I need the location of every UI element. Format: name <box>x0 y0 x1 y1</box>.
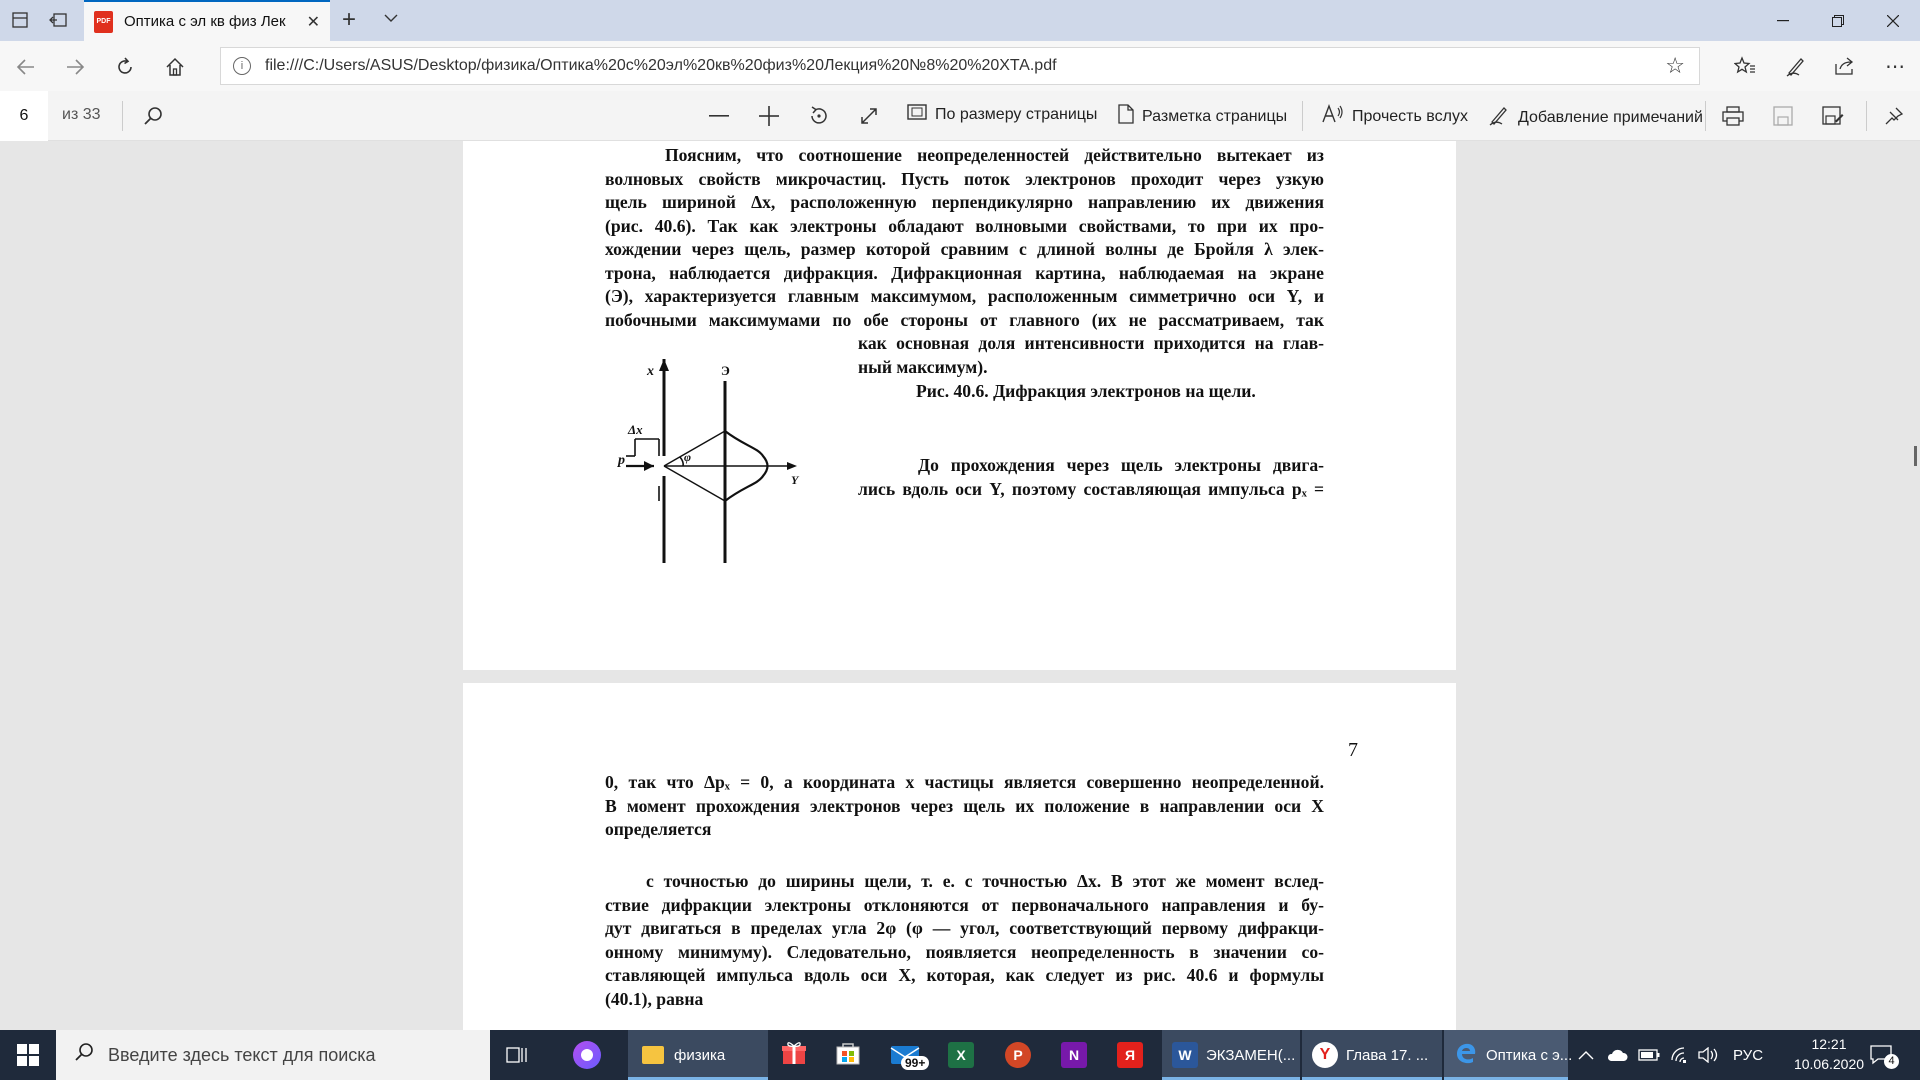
show-hidden-icons-chevron-icon[interactable] <box>1578 1030 1594 1080</box>
paragraph-intro-continued <box>858 332 1324 379</box>
tab-actions-icon[interactable] <box>8 8 32 32</box>
fit-page-button[interactable] <box>907 104 1097 125</box>
paragraph-uncertainty <box>605 771 1324 842</box>
word-label: ЭКЗАМЕН(... <box>1206 1046 1296 1064</box>
y-axis-label: Y <box>791 473 799 487</box>
screen-label: Э <box>721 363 730 378</box>
paragraph-intro <box>605 144 1324 332</box>
paragraph-before-slit <box>858 454 1324 501</box>
clock-time: 12:21 <box>1811 1036 1847 1052</box>
volume-icon[interactable] <box>1698 1030 1720 1080</box>
save-as-icon[interactable] <box>1820 103 1846 129</box>
taskbar-app-powerpoint[interactable] <box>1005 1030 1031 1080</box>
text-line: хождении через щель, размер которой сравним с длиной волны де Бройля λ элек- <box>605 239 1324 259</box>
close-tab-icon[interactable]: ✕ <box>306 14 320 31</box>
tab-bar <box>0 0 1920 41</box>
notifications-icon[interactable] <box>1870 1030 1895 1080</box>
onedrive-cloud-icon[interactable] <box>1606 1030 1628 1080</box>
text-line: (Э), характеризуется главным максимумом, расположенным симметрично оси Y, и <box>605 286 1324 306</box>
taskbar-app-gift[interactable] <box>781 1030 807 1080</box>
angle-label: φ <box>684 450 692 464</box>
page-layout-icon <box>1118 104 1134 129</box>
read-aloud-button[interactable] <box>1322 104 1468 129</box>
text-line: ный максимум). <box>858 356 988 377</box>
pdf-page-6 <box>463 141 1456 670</box>
text-line: ствие дифракции электроны отклоняются от первоначального направления и бу- <box>605 894 1324 915</box>
taskbar-app-store[interactable] <box>835 1030 861 1080</box>
document-viewer[interactable] <box>0 141 1920 1030</box>
pen-notes-icon[interactable] <box>1782 52 1810 80</box>
text-line: побочными максимумами по обе стороны от главного (их не рассматриваем, так <box>605 309 1324 330</box>
minimize-icon[interactable] <box>1755 0 1810 41</box>
notifications-count: 4 <box>1884 1054 1899 1069</box>
restore-icon[interactable] <box>1810 0 1865 41</box>
close-window-icon[interactable] <box>1865 0 1920 41</box>
edge-icon <box>1454 1041 1478 1069</box>
language-indicator[interactable]: РУС <box>1733 1046 1764 1064</box>
text-line: лись вдоль оси Y, поэтому составляющая импульса pₓ = <box>858 478 1324 499</box>
address-bar[interactable] <box>220 47 1700 85</box>
text-line: (40.1), равна <box>605 988 704 1009</box>
battery-icon[interactable] <box>1638 1030 1660 1080</box>
search-icon[interactable] <box>140 103 166 129</box>
search-icon <box>74 1042 94 1068</box>
pen-icon <box>1488 104 1510 131</box>
more-options-icon[interactable]: ⋯ <box>1885 55 1905 78</box>
excel-icon: X <box>948 1042 974 1068</box>
paragraph-momentum <box>605 870 1324 1011</box>
divider <box>1302 101 1303 131</box>
text-line: Поясним, что соотношение неопределенностей действительно вытекает из <box>665 145 1324 165</box>
text-line: ставляющей импульса вдоль оси X, которая, как следует из рис. 40.6 и формулы <box>605 965 1324 985</box>
pdf-page-7 <box>463 683 1456 1030</box>
store-icon <box>835 1040 861 1070</box>
taskbar-search-box[interactable] <box>56 1030 490 1080</box>
text-line: волновых свойств микрочастиц. Пусть поток электронов проходит через узкую <box>605 168 1324 189</box>
task-view-icon[interactable] <box>506 1030 534 1080</box>
pdf-icon: PDF <box>94 11 113 33</box>
mail-badge: 99+ <box>901 1056 929 1070</box>
text-line: определяется <box>605 819 712 839</box>
favorites-icon[interactable] <box>1731 52 1759 80</box>
page-number-input[interactable]: 6 <box>0 91 48 141</box>
text-line: трона, наблюдается дифракция. Дифракционная картина, наблюдаемая на экране <box>605 262 1324 283</box>
add-notes-label: Добавление примечаний <box>1518 108 1703 126</box>
text-line: дут двигаться в пределах угла 2φ (φ — угол, соответствующий первому дифракци- <box>605 918 1324 938</box>
text-line: с точностью до ширины щели, т. е. с точностью Δx. В этот же момент вслед- <box>646 871 1324 891</box>
search-placeholder: Введите здесь текст для поиска <box>108 1044 376 1065</box>
read-aloud-icon <box>1322 104 1344 129</box>
home-icon[interactable] <box>161 53 189 81</box>
active-tab[interactable] <box>84 0 330 41</box>
page-number: 7 <box>1348 739 1358 761</box>
info-icon[interactable]: i <box>233 57 251 75</box>
text-line: В момент прохождения электронов через щель их положение в направлении оси X <box>605 795 1324 816</box>
navigation-bar <box>0 41 1920 91</box>
gift-icon <box>781 1040 807 1070</box>
taskbar <box>0 1030 1920 1080</box>
forward-arrow-icon[interactable] <box>61 53 89 81</box>
folder-label: физика <box>674 1046 726 1064</box>
folder-icon <box>642 1046 664 1064</box>
x-axis-label: x <box>647 364 654 379</box>
delta-x-label: Δx <box>628 422 643 437</box>
divider <box>122 101 123 131</box>
onenote-icon: N <box>1061 1042 1087 1068</box>
url-text[interactable]: file:///C:/Users/ASUS/Desktop/физика/Оптика%20с%20эл%20кв%20физ%20Лекция%20№8%20%20ХТА.pdf <box>265 57 1057 74</box>
divider <box>1705 101 1706 131</box>
taskbar-app-word[interactable] <box>1162 1030 1300 1080</box>
text-line: щель шириной Δx, расположенную перпендикулярно направлению их движения <box>605 192 1324 212</box>
taskbar-app-onenote[interactable] <box>1061 1030 1087 1080</box>
fit-page-label: По размеру страницы <box>935 105 1098 123</box>
print-icon[interactable] <box>1720 103 1746 129</box>
x-axis-arrow-icon <box>659 359 669 371</box>
edge-label: Оптика с э... <box>1486 1046 1573 1064</box>
text-line: 0, так что Δpₓ = 0, а координата x частицы является совершенно неопределенной. <box>605 772 1324 792</box>
divider <box>1866 101 1867 131</box>
page-layout-label: Разметка страницы <box>1142 107 1288 125</box>
add-notes-button[interactable] <box>1488 104 1703 131</box>
yandex-browser-label: Глава 17. ... <box>1346 1046 1429 1064</box>
taskbar-app-folder[interactable] <box>628 1030 768 1080</box>
taskbar-app-edge[interactable] <box>1444 1030 1573 1080</box>
taskbar-app-yandex[interactable] <box>1117 1030 1143 1080</box>
taskbar-app-yandex-browser[interactable] <box>1302 1030 1442 1080</box>
read-aloud-label: Прочесть вслух <box>1352 107 1468 125</box>
tab-title: Оптика с эл кв физ Лек <box>124 13 286 30</box>
refresh-icon[interactable] <box>111 53 139 81</box>
pdf-toolbar <box>0 91 1920 141</box>
scrollbar-thumb[interactable] <box>1914 446 1917 466</box>
new-tab-icon[interactable]: + <box>342 6 357 33</box>
text-line: До прохождения через щель электроны двига- <box>918 455 1324 475</box>
pin-toolbar-icon[interactable] <box>1881 103 1907 129</box>
zoom-out-icon[interactable] <box>706 103 732 129</box>
fit-page-icon <box>907 104 927 125</box>
chevron-down-icon[interactable] <box>383 10 399 31</box>
favorite-star-icon[interactable]: ☆ <box>1665 53 1685 78</box>
page-count: из 33 <box>62 106 101 123</box>
diffraction-figure <box>613 351 843 566</box>
rotate-icon[interactable] <box>806 103 832 129</box>
back-arrow-icon[interactable] <box>12 53 40 81</box>
zoom-in-icon[interactable] <box>756 103 782 129</box>
save-icon[interactable] <box>1770 103 1796 129</box>
page-layout-button[interactable] <box>1118 104 1287 129</box>
clock-date: 10.06.2020 <box>1793 1056 1865 1072</box>
yandex-icon: Я <box>1117 1042 1143 1068</box>
set-aside-tabs-icon[interactable] <box>46 8 70 32</box>
text-line: онному минимуму). Следовательно, появляется неопределенность в значении со- <box>605 941 1324 962</box>
windows-start-icon[interactable] <box>0 1030 56 1080</box>
text-line: как основная доля интенсивности приходится на глав- <box>858 333 1324 353</box>
share-icon[interactable] <box>1831 52 1859 80</box>
fullscreen-icon[interactable] <box>856 103 882 129</box>
taskbar-app-mail[interactable] <box>889 1030 926 1080</box>
text-line: (рис. 40.6). Так как электроны обладают волновыми свойствами, то при их про- <box>605 215 1324 236</box>
wifi-icon[interactable] <box>1670 1030 1690 1080</box>
taskbar-app-excel[interactable] <box>948 1030 974 1080</box>
momentum-label: p <box>618 453 625 468</box>
yandex-browser-icon: Y <box>1312 1042 1338 1068</box>
alice-assistant-icon[interactable] <box>573 1030 601 1080</box>
word-icon: W <box>1172 1042 1198 1068</box>
figure-caption: Рис. 40.6. Дифракция электронов на щели. <box>916 381 1256 401</box>
clock[interactable] <box>1784 1034 1874 1074</box>
powerpoint-icon: P <box>1005 1042 1031 1068</box>
